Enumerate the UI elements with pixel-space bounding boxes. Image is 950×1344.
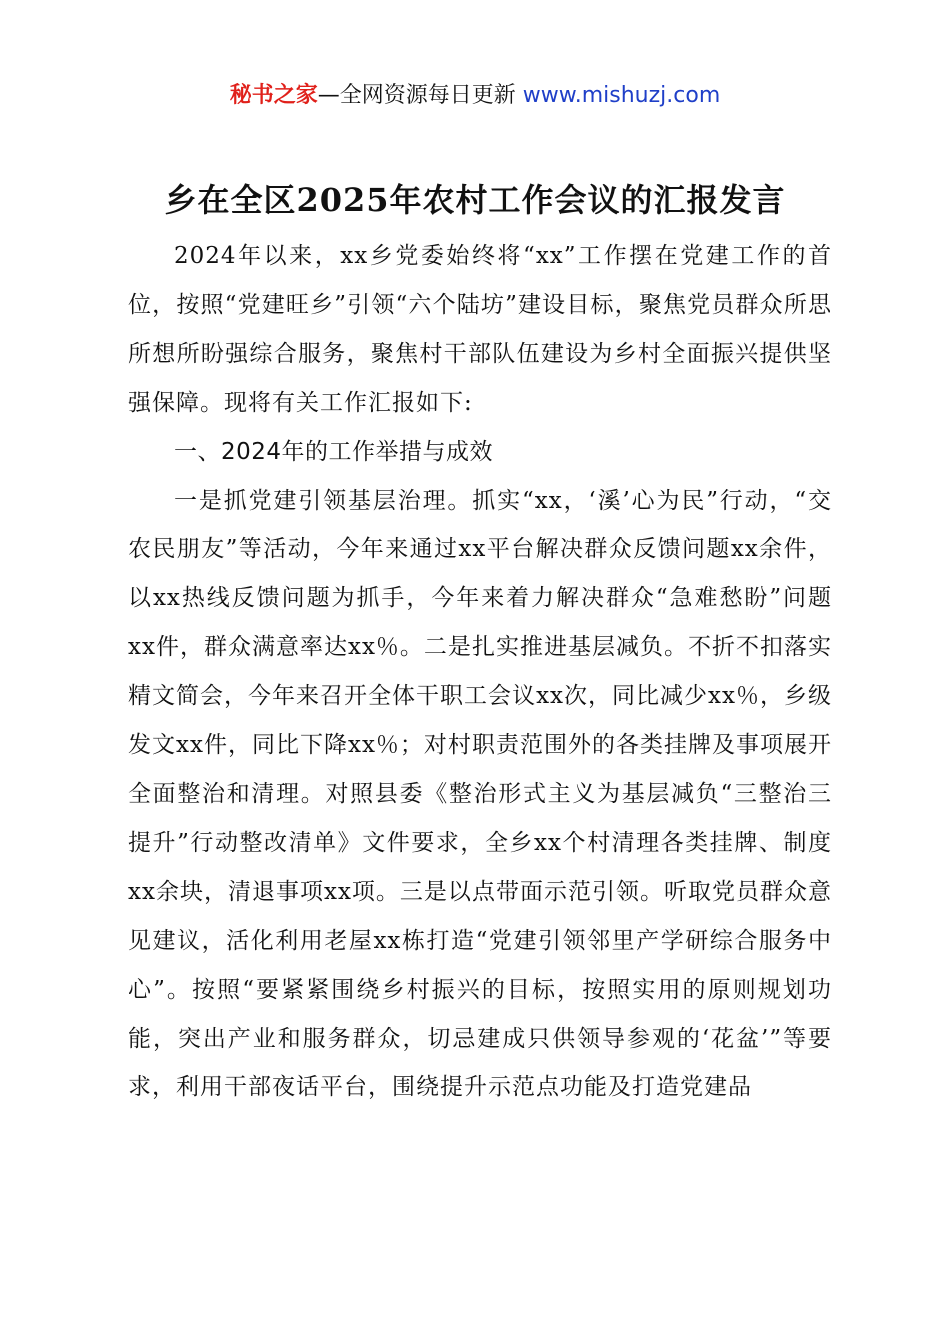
section-paragraph: 一是抓党建引领基层治理。抓实“xx，‘溪’心为民”行动，“交农民朋友”等活动，今年来通过xx平台解决群众反馈问题xx余件，以xx热线反馈问题为抓手，今年来着力解决群众“急难愁盼”问题xx件，群众满意率达xx％。二是扎实推进基层减负。不折不扣落实精文简会，今年来召开全体干职工会议xx次，同比减少xx％，乡级发文xx件，同比下降xx％；对村职责范围外的各类挂牌及事项展开全面整治和清理。对照县委《整治形式主义为基层减负“三整治三提升”行动整改清单》文件要求，全乡xx个村清理各类挂牌、制度xx余块，清退事项xx项。三是以点带面示范引领。听取党员群众意见建议，活化利用老屋xx栋打造“党建引领邻里产学研综合服务中心”。按照“要紧紧围绕乡村振兴的目标，按照实用的原则规划功能，突出产业和服务群众，切忌建成只供领导参观的‘花盆’”等要求，利用干部夜话平台，围绕提升示范点功能及打造党建品 xyxy=(128,487,832,1101)
intro-paragraph: 2024年以来，xx乡党委始终将“xx”工作摆在党建工作的首位，按照“党建旺乡”引领“六个陆坊”建设目标，聚焦党员群众所思所想所盼强综合服务，聚焦村干部队伍建设为乡村全面振兴提供坚强保障。现将有关工作汇报如下: xyxy=(128,243,832,416)
header-brand: 秘书之家 xyxy=(229,83,318,108)
page-header xyxy=(0,80,950,112)
header-site-link[interactable]: www.mishuzj.com xyxy=(522,83,721,108)
document-body xyxy=(128,232,832,1112)
section-heading: 一、2024年的工作举措与成效 xyxy=(174,438,494,465)
header-tagline: —全网资源每日更新 xyxy=(317,83,523,108)
document-title: 乡在全区2025年农村工作会议的汇报发言 xyxy=(164,181,786,219)
